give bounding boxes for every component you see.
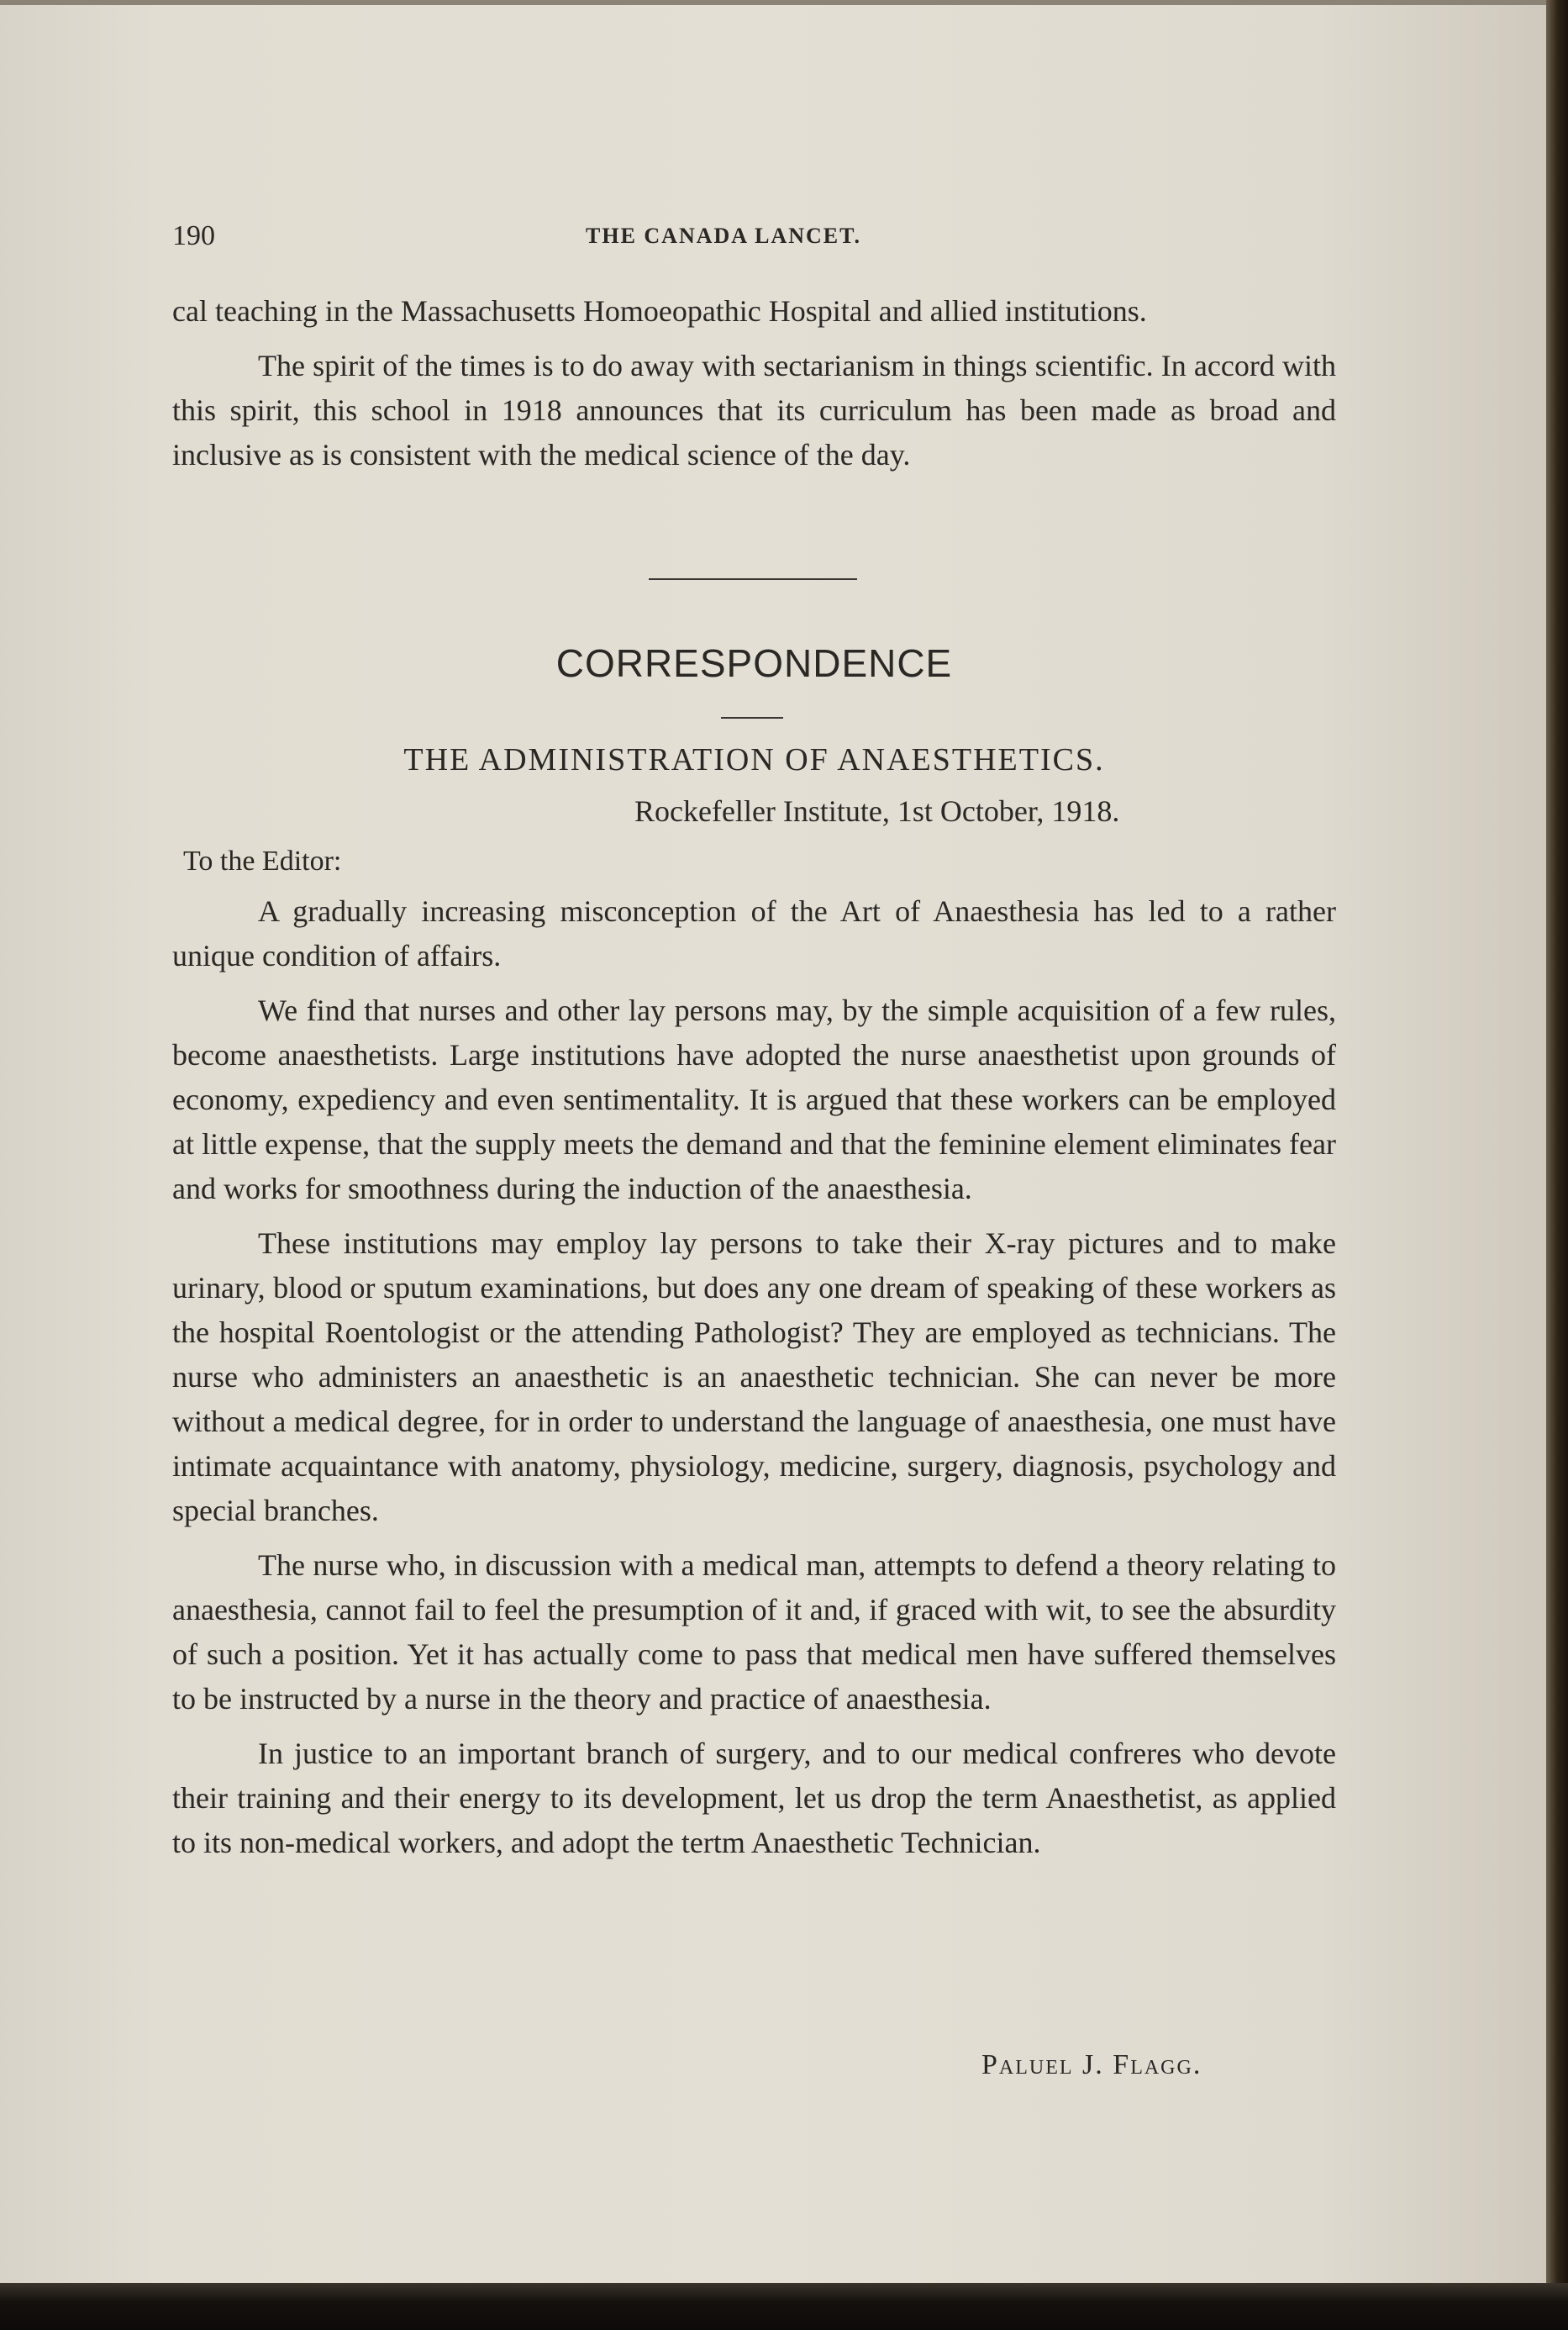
book-spine-shadow: [1546, 0, 1568, 2330]
paragraph: We find that nurses and other lay persons may, by the simple acquisition of a few rules, become anaesthetists. Large institutions have adopted the nurse anaesthetist upon grounds of economy, expediency and even sentimentality. It is argued that these workers can be employed at little expense, that the supply meets the demand and that the feminine element eliminates fear and works for smoothness during the induction of the anaesthesia.: [172, 994, 1336, 1205]
page-number: 190: [172, 220, 215, 251]
section-divider: [649, 578, 857, 580]
scan-top-edge: [0, 0, 1568, 5]
paragraph: The nurse who, in discussion with a medical man, attempts to defend a theory relating to anaesthesia, cannot fail to feel the presumption of it and, if graced with wit, to see the absurdity of such a position. Yet it has actually come to pass that medical men have suffered themselves to be instructed by a nurse in the theory and practice of anaesthesia.: [172, 1548, 1336, 1716]
paragraph: In justice to an important branch of surgery, and to our medical confreres who devote their training and their energy to its development, let us drop the term Anaesthetist, as applied to its non-medical workers, and adopt the tertm Anaesthetic Technician.: [172, 1737, 1336, 1859]
letter-body: [172, 889, 1336, 1875]
dateline: Rockefeller Institute, 1st October, 1918.: [634, 794, 1120, 828]
paragraph: A gradually increasing misconception of the Art of Anaesthesia has led to a rather unique condition of affairs.: [172, 894, 1336, 973]
scan-bottom-edge: [0, 2283, 1568, 2330]
page-header: [172, 220, 1336, 262]
continued-text: [172, 289, 1336, 488]
section-heading: CORRESPONDENCE: [555, 641, 953, 685]
running-head: THE CANADA LANCET.: [586, 224, 862, 248]
salutation: To the Editor:: [183, 846, 342, 877]
paragraph: These institutions may employ lay persons to take their X-ray pictures and to make urinary, blood or sputum examinations, but does any one dream of speaking of these workers as the hospital Roentologist or the attending Pathologist? They are employed as technicians. The nurse who administers an anaesthetic is an anaesthetic technician. She can never be more without a medical degree, for in order to understand the language of anaesthesia, one must have intimate acquaintance with anatomy, physiology, medicine, surgery, diagnosis, psychology and special branches.: [172, 1226, 1336, 1527]
paragraph: The spirit of the times is to do away with sectarianism in things scientific. In accord with this spirit, this school in 1918 announces that its curriculum has been made as broad and inclusive as is consistent with the medical science of the day.: [172, 349, 1336, 472]
letter-title: THE ADMINISTRATION OF ANAESTHETICS.: [403, 742, 1105, 778]
paragraph: cal teaching in the Massachusetts Homoeopathic Hospital and allied institutions.: [172, 294, 1147, 328]
heading-underline: [721, 717, 783, 719]
signature: Paluel J. Flagg.: [981, 2049, 1202, 2080]
